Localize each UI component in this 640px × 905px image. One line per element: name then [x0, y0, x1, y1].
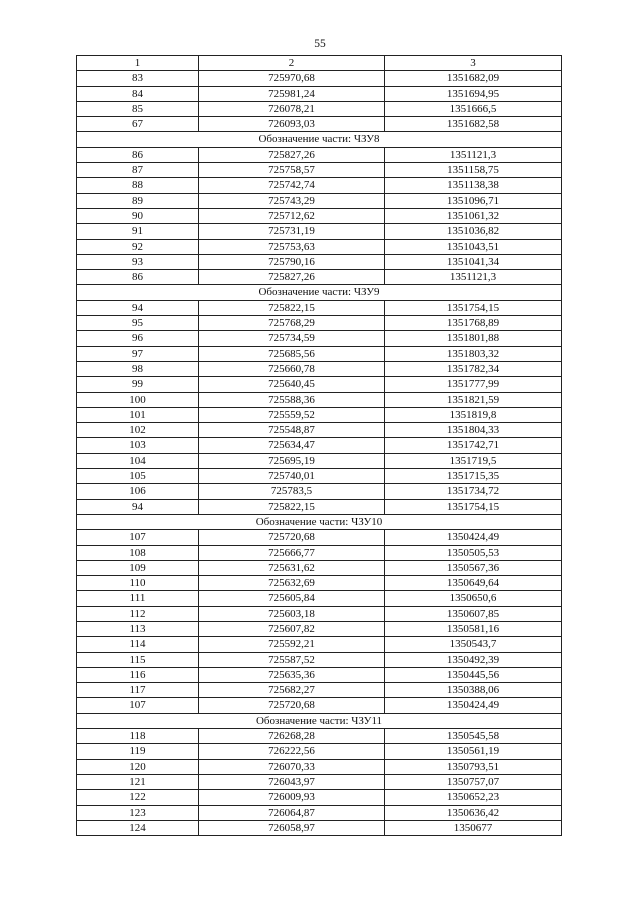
- point-number-cell: 109: [77, 560, 199, 575]
- x-coordinate-cell: 725783,5: [199, 484, 385, 499]
- x-coordinate-cell: 726058,97: [199, 820, 385, 835]
- table-row: [77, 361, 562, 376]
- section-title: Обозначение части: ЧЗУ9: [77, 285, 562, 300]
- x-coordinate-cell: 725548,87: [199, 423, 385, 438]
- x-coordinate-cell: 725822,15: [199, 499, 385, 514]
- table-row: [77, 729, 562, 744]
- y-coordinate-cell: 1350581,16: [385, 621, 562, 636]
- table-row: [77, 254, 562, 269]
- y-coordinate-cell: 1351041,34: [385, 254, 562, 269]
- y-coordinate-cell: 1350545,58: [385, 729, 562, 744]
- x-coordinate-cell: 725588,36: [199, 392, 385, 407]
- section-title: Обозначение части: ЧЗУ8: [77, 132, 562, 147]
- point-number-cell: 108: [77, 545, 199, 560]
- y-coordinate-cell: 1350607,85: [385, 606, 562, 621]
- header-row: [77, 56, 562, 71]
- x-coordinate-cell: 725712,62: [199, 208, 385, 223]
- x-coordinate-cell: 725660,78: [199, 361, 385, 376]
- point-number-cell: 67: [77, 117, 199, 132]
- section-row: [77, 713, 562, 728]
- coordinates-table: [76, 55, 562, 836]
- y-coordinate-cell: 1351121,3: [385, 270, 562, 285]
- y-coordinate-cell: 1351682,58: [385, 117, 562, 132]
- y-coordinate-cell: 1351782,34: [385, 361, 562, 376]
- y-coordinate-cell: 1351036,82: [385, 224, 562, 239]
- table-row: [77, 101, 562, 116]
- point-number-cell: 99: [77, 377, 199, 392]
- x-coordinate-cell: 726043,97: [199, 774, 385, 789]
- table-row: [77, 438, 562, 453]
- y-coordinate-cell: 1351061,32: [385, 208, 562, 223]
- point-number-cell: 87: [77, 163, 199, 178]
- table-row: [77, 270, 562, 285]
- y-coordinate-cell: 1350636,42: [385, 805, 562, 820]
- point-number-cell: 116: [77, 667, 199, 682]
- y-coordinate-cell: 1351694,95: [385, 86, 562, 101]
- point-number-cell: 115: [77, 652, 199, 667]
- y-coordinate-cell: 1351121,3: [385, 147, 562, 162]
- table-row: [77, 606, 562, 621]
- x-coordinate-cell: 725768,29: [199, 316, 385, 331]
- table-row: [77, 331, 562, 346]
- y-coordinate-cell: 1350650,6: [385, 591, 562, 606]
- x-coordinate-cell: 725720,68: [199, 698, 385, 713]
- table-body: [77, 71, 562, 836]
- x-coordinate-cell: 725607,82: [199, 621, 385, 636]
- point-number-cell: 103: [77, 438, 199, 453]
- table-row: [77, 71, 562, 86]
- x-coordinate-cell: 725758,57: [199, 163, 385, 178]
- x-coordinate-cell: 725827,26: [199, 270, 385, 285]
- section-row: [77, 285, 562, 300]
- x-coordinate-cell: 725682,27: [199, 683, 385, 698]
- point-number-cell: 113: [77, 621, 199, 636]
- point-number-cell: 93: [77, 254, 199, 269]
- table-row: [77, 621, 562, 636]
- point-number-cell: 102: [77, 423, 199, 438]
- table-row: [77, 86, 562, 101]
- point-number-cell: 89: [77, 193, 199, 208]
- point-number-cell: 98: [77, 361, 199, 376]
- table-row: [77, 820, 562, 835]
- y-coordinate-cell: 1350424,49: [385, 698, 562, 713]
- y-coordinate-cell: 1350652,23: [385, 790, 562, 805]
- y-coordinate-cell: 1350757,07: [385, 774, 562, 789]
- table-row: [77, 300, 562, 315]
- point-number-cell: 90: [77, 208, 199, 223]
- x-coordinate-cell: 725587,52: [199, 652, 385, 667]
- x-coordinate-cell: 725790,16: [199, 254, 385, 269]
- x-coordinate-cell: 725685,56: [199, 346, 385, 361]
- y-coordinate-cell: 1351715,35: [385, 469, 562, 484]
- y-coordinate-cell: 1351777,99: [385, 377, 562, 392]
- point-number-cell: 107: [77, 698, 199, 713]
- y-coordinate-cell: 1350793,51: [385, 759, 562, 774]
- x-coordinate-cell: 725743,29: [199, 193, 385, 208]
- section-title: Обозначение части: ЧЗУ10: [77, 514, 562, 529]
- x-coordinate-cell: 726222,56: [199, 744, 385, 759]
- point-number-cell: 94: [77, 300, 199, 315]
- x-coordinate-cell: 725720,68: [199, 530, 385, 545]
- table-row: [77, 744, 562, 759]
- header-cell-2: 2: [199, 56, 385, 71]
- table-row: [77, 591, 562, 606]
- point-number-cell: 117: [77, 683, 199, 698]
- table-row: [77, 667, 562, 682]
- table-row: [77, 147, 562, 162]
- table-row: [77, 576, 562, 591]
- section-title: Обозначение части: ЧЗУ11: [77, 713, 562, 728]
- table-row: [77, 698, 562, 713]
- point-number-cell: 101: [77, 407, 199, 422]
- table-row: [77, 683, 562, 698]
- x-coordinate-cell: 725605,84: [199, 591, 385, 606]
- table-row: [77, 790, 562, 805]
- table-row: [77, 469, 562, 484]
- section-row: [77, 132, 562, 147]
- x-coordinate-cell: 726268,28: [199, 729, 385, 744]
- point-number-cell: 94: [77, 499, 199, 514]
- point-number-cell: 95: [77, 316, 199, 331]
- x-coordinate-cell: 725640,45: [199, 377, 385, 392]
- table-row: [77, 759, 562, 774]
- point-number-cell: 96: [77, 331, 199, 346]
- point-number-cell: 88: [77, 178, 199, 193]
- table-row: [77, 208, 562, 223]
- point-number-cell: 110: [77, 576, 199, 591]
- point-number-cell: 97: [77, 346, 199, 361]
- point-number-cell: 112: [77, 606, 199, 621]
- table-row: [77, 392, 562, 407]
- x-coordinate-cell: 725734,59: [199, 331, 385, 346]
- table-row: [77, 346, 562, 361]
- y-coordinate-cell: 1351666,5: [385, 101, 562, 116]
- point-number-cell: 84: [77, 86, 199, 101]
- point-number-cell: 107: [77, 530, 199, 545]
- x-coordinate-cell: 725635,36: [199, 667, 385, 682]
- y-coordinate-cell: 1351719,5: [385, 453, 562, 468]
- x-coordinate-cell: 726009,93: [199, 790, 385, 805]
- header-cell-1: 1: [77, 56, 199, 71]
- y-coordinate-cell: 1351158,75: [385, 163, 562, 178]
- y-coordinate-cell: 1351734,72: [385, 484, 562, 499]
- y-coordinate-cell: 1351768,89: [385, 316, 562, 331]
- x-coordinate-cell: 726093,03: [199, 117, 385, 132]
- y-coordinate-cell: 1350561,19: [385, 744, 562, 759]
- table-header: [77, 56, 562, 71]
- point-number-cell: 100: [77, 392, 199, 407]
- y-coordinate-cell: 1350445,56: [385, 667, 562, 682]
- y-coordinate-cell: 1350424,49: [385, 530, 562, 545]
- point-number-cell: 123: [77, 805, 199, 820]
- point-number-cell: 124: [77, 820, 199, 835]
- point-number-cell: 91: [77, 224, 199, 239]
- y-coordinate-cell: 1350567,36: [385, 560, 562, 575]
- x-coordinate-cell: 725559,52: [199, 407, 385, 422]
- x-coordinate-cell: 726064,87: [199, 805, 385, 820]
- table-row: [77, 423, 562, 438]
- table-row: [77, 117, 562, 132]
- x-coordinate-cell: 725603,18: [199, 606, 385, 621]
- point-number-cell: 105: [77, 469, 199, 484]
- table-row: [77, 499, 562, 514]
- point-number-cell: 118: [77, 729, 199, 744]
- table-row: [77, 774, 562, 789]
- y-coordinate-cell: 1351819,8: [385, 407, 562, 422]
- point-number-cell: 83: [77, 71, 199, 86]
- y-coordinate-cell: 1351043,51: [385, 239, 562, 254]
- table-row: [77, 484, 562, 499]
- table-row: [77, 407, 562, 422]
- table-row: [77, 178, 562, 193]
- page-number: 55: [314, 38, 326, 50]
- x-coordinate-cell: 725742,74: [199, 178, 385, 193]
- y-coordinate-cell: 1351754,15: [385, 499, 562, 514]
- point-number-cell: 120: [77, 759, 199, 774]
- point-number-cell: 106: [77, 484, 199, 499]
- y-coordinate-cell: 1351801,88: [385, 331, 562, 346]
- x-coordinate-cell: 725822,15: [199, 300, 385, 315]
- point-number-cell: 114: [77, 637, 199, 652]
- table-row: [77, 224, 562, 239]
- x-coordinate-cell: 725666,77: [199, 545, 385, 560]
- table-row: [77, 652, 562, 667]
- y-coordinate-cell: 1351682,09: [385, 71, 562, 86]
- point-number-cell: 121: [77, 774, 199, 789]
- y-coordinate-cell: 1351821,59: [385, 392, 562, 407]
- y-coordinate-cell: 1350543,7: [385, 637, 562, 652]
- x-coordinate-cell: 725827,26: [199, 147, 385, 162]
- table-row: [77, 805, 562, 820]
- table-row: [77, 453, 562, 468]
- x-coordinate-cell: 725740,01: [199, 469, 385, 484]
- y-coordinate-cell: 1351804,33: [385, 423, 562, 438]
- table-row: [77, 377, 562, 392]
- x-coordinate-cell: 725731,19: [199, 224, 385, 239]
- table-row: [77, 545, 562, 560]
- table-row: [77, 193, 562, 208]
- table-row: [77, 560, 562, 575]
- point-number-cell: 92: [77, 239, 199, 254]
- point-number-cell: 111: [77, 591, 199, 606]
- table-row: [77, 239, 562, 254]
- point-number-cell: 119: [77, 744, 199, 759]
- table-row: [77, 530, 562, 545]
- table-row: [77, 316, 562, 331]
- x-coordinate-cell: 725634,47: [199, 438, 385, 453]
- y-coordinate-cell: 1351138,38: [385, 178, 562, 193]
- table-row: [77, 637, 562, 652]
- y-coordinate-cell: 1351096,71: [385, 193, 562, 208]
- y-coordinate-cell: 1350677: [385, 820, 562, 835]
- x-coordinate-cell: 725970,68: [199, 71, 385, 86]
- section-row: [77, 514, 562, 529]
- x-coordinate-cell: 725631,62: [199, 560, 385, 575]
- x-coordinate-cell: 726078,21: [199, 101, 385, 116]
- x-coordinate-cell: 726070,33: [199, 759, 385, 774]
- y-coordinate-cell: 1350649,64: [385, 576, 562, 591]
- point-number-cell: 85: [77, 101, 199, 116]
- x-coordinate-cell: 725592,21: [199, 637, 385, 652]
- y-coordinate-cell: 1350492,39: [385, 652, 562, 667]
- y-coordinate-cell: 1351754,15: [385, 300, 562, 315]
- point-number-cell: 122: [77, 790, 199, 805]
- table-row: [77, 163, 562, 178]
- point-number-cell: 104: [77, 453, 199, 468]
- y-coordinate-cell: 1350388,06: [385, 683, 562, 698]
- x-coordinate-cell: 725695,19: [199, 453, 385, 468]
- header-cell-3: 3: [385, 56, 562, 71]
- point-number-cell: 86: [77, 270, 199, 285]
- y-coordinate-cell: 1350505,53: [385, 545, 562, 560]
- x-coordinate-cell: 725632,69: [199, 576, 385, 591]
- x-coordinate-cell: 725981,24: [199, 86, 385, 101]
- y-coordinate-cell: 1351803,32: [385, 346, 562, 361]
- y-coordinate-cell: 1351742,71: [385, 438, 562, 453]
- x-coordinate-cell: 725753,63: [199, 239, 385, 254]
- point-number-cell: 86: [77, 147, 199, 162]
